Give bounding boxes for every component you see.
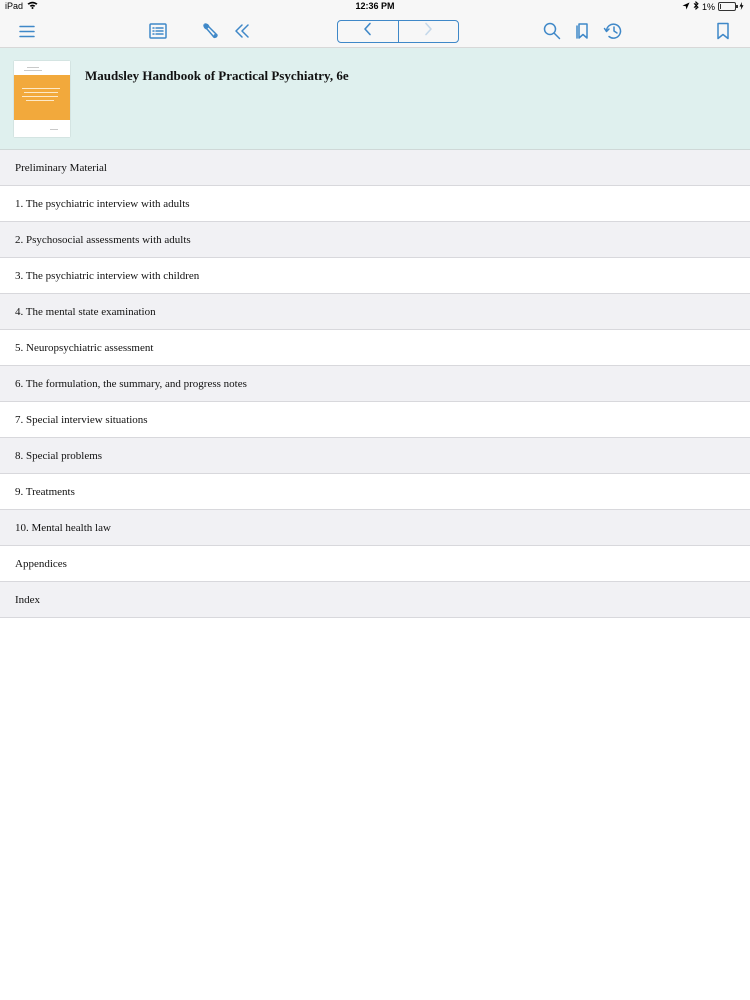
book-cover-image[interactable]: [14, 61, 70, 137]
bluetooth-icon: [693, 1, 699, 12]
charging-icon: [739, 2, 744, 12]
toc-item[interactable]: 7. Special interview situations: [0, 402, 750, 438]
toc-item[interactable]: 5. Neuropsychiatric assessment: [0, 330, 750, 366]
bookmarks-icon[interactable]: [570, 18, 596, 44]
toc-item[interactable]: Index: [0, 582, 750, 618]
back-chevron-icon: [363, 22, 373, 41]
page-nav-segmented-control: [337, 20, 459, 43]
toc-item[interactable]: 9. Treatments: [0, 474, 750, 510]
bookmark-icon[interactable]: [710, 18, 736, 44]
forward-chevron-icon: [423, 22, 433, 41]
battery-percent: 1%: [701, 1, 715, 12]
location-arrow-icon: [682, 2, 690, 12]
menu-icon[interactable]: [14, 18, 40, 44]
toc-item[interactable]: 10. Mental health law: [0, 510, 750, 546]
double-chevron-left-icon[interactable]: [229, 18, 255, 44]
toc-item[interactable]: 2. Psychosocial assessments with adults: [0, 222, 750, 258]
toc-item[interactable]: 3. The psychiatric interview with children: [0, 258, 750, 294]
status-bar: [0, 0, 750, 14]
search-icon[interactable]: [539, 18, 565, 44]
device-label: iPad: [5, 1, 24, 11]
history-icon[interactable]: [600, 18, 626, 44]
toc-list-icon[interactable]: [145, 18, 171, 44]
forward-button[interactable]: [398, 21, 459, 42]
toc-item[interactable]: 8. Special problems: [0, 438, 750, 474]
toc-item[interactable]: 6. The formulation, the summary, and progress notes: [0, 366, 750, 402]
toc-item[interactable]: 4. The mental state examination: [0, 294, 750, 330]
battery-icon: [718, 2, 736, 11]
toolbar: [0, 14, 750, 48]
table-of-contents: [0, 150, 750, 618]
toc-item[interactable]: Preliminary Material: [0, 150, 750, 186]
book-title: Maudsley Handbook of Practical Psychiatry, 6e: [85, 68, 349, 83]
status-time: 12:36 PM: [355, 1, 395, 11]
toc-item[interactable]: 1. The psychiatric interview with adults: [0, 186, 750, 222]
status-right: [682, 1, 744, 12]
toc-item[interactable]: Appendices: [0, 546, 750, 582]
back-button[interactable]: [338, 21, 398, 42]
book-header: [0, 48, 750, 150]
tools-icon[interactable]: [198, 18, 224, 44]
